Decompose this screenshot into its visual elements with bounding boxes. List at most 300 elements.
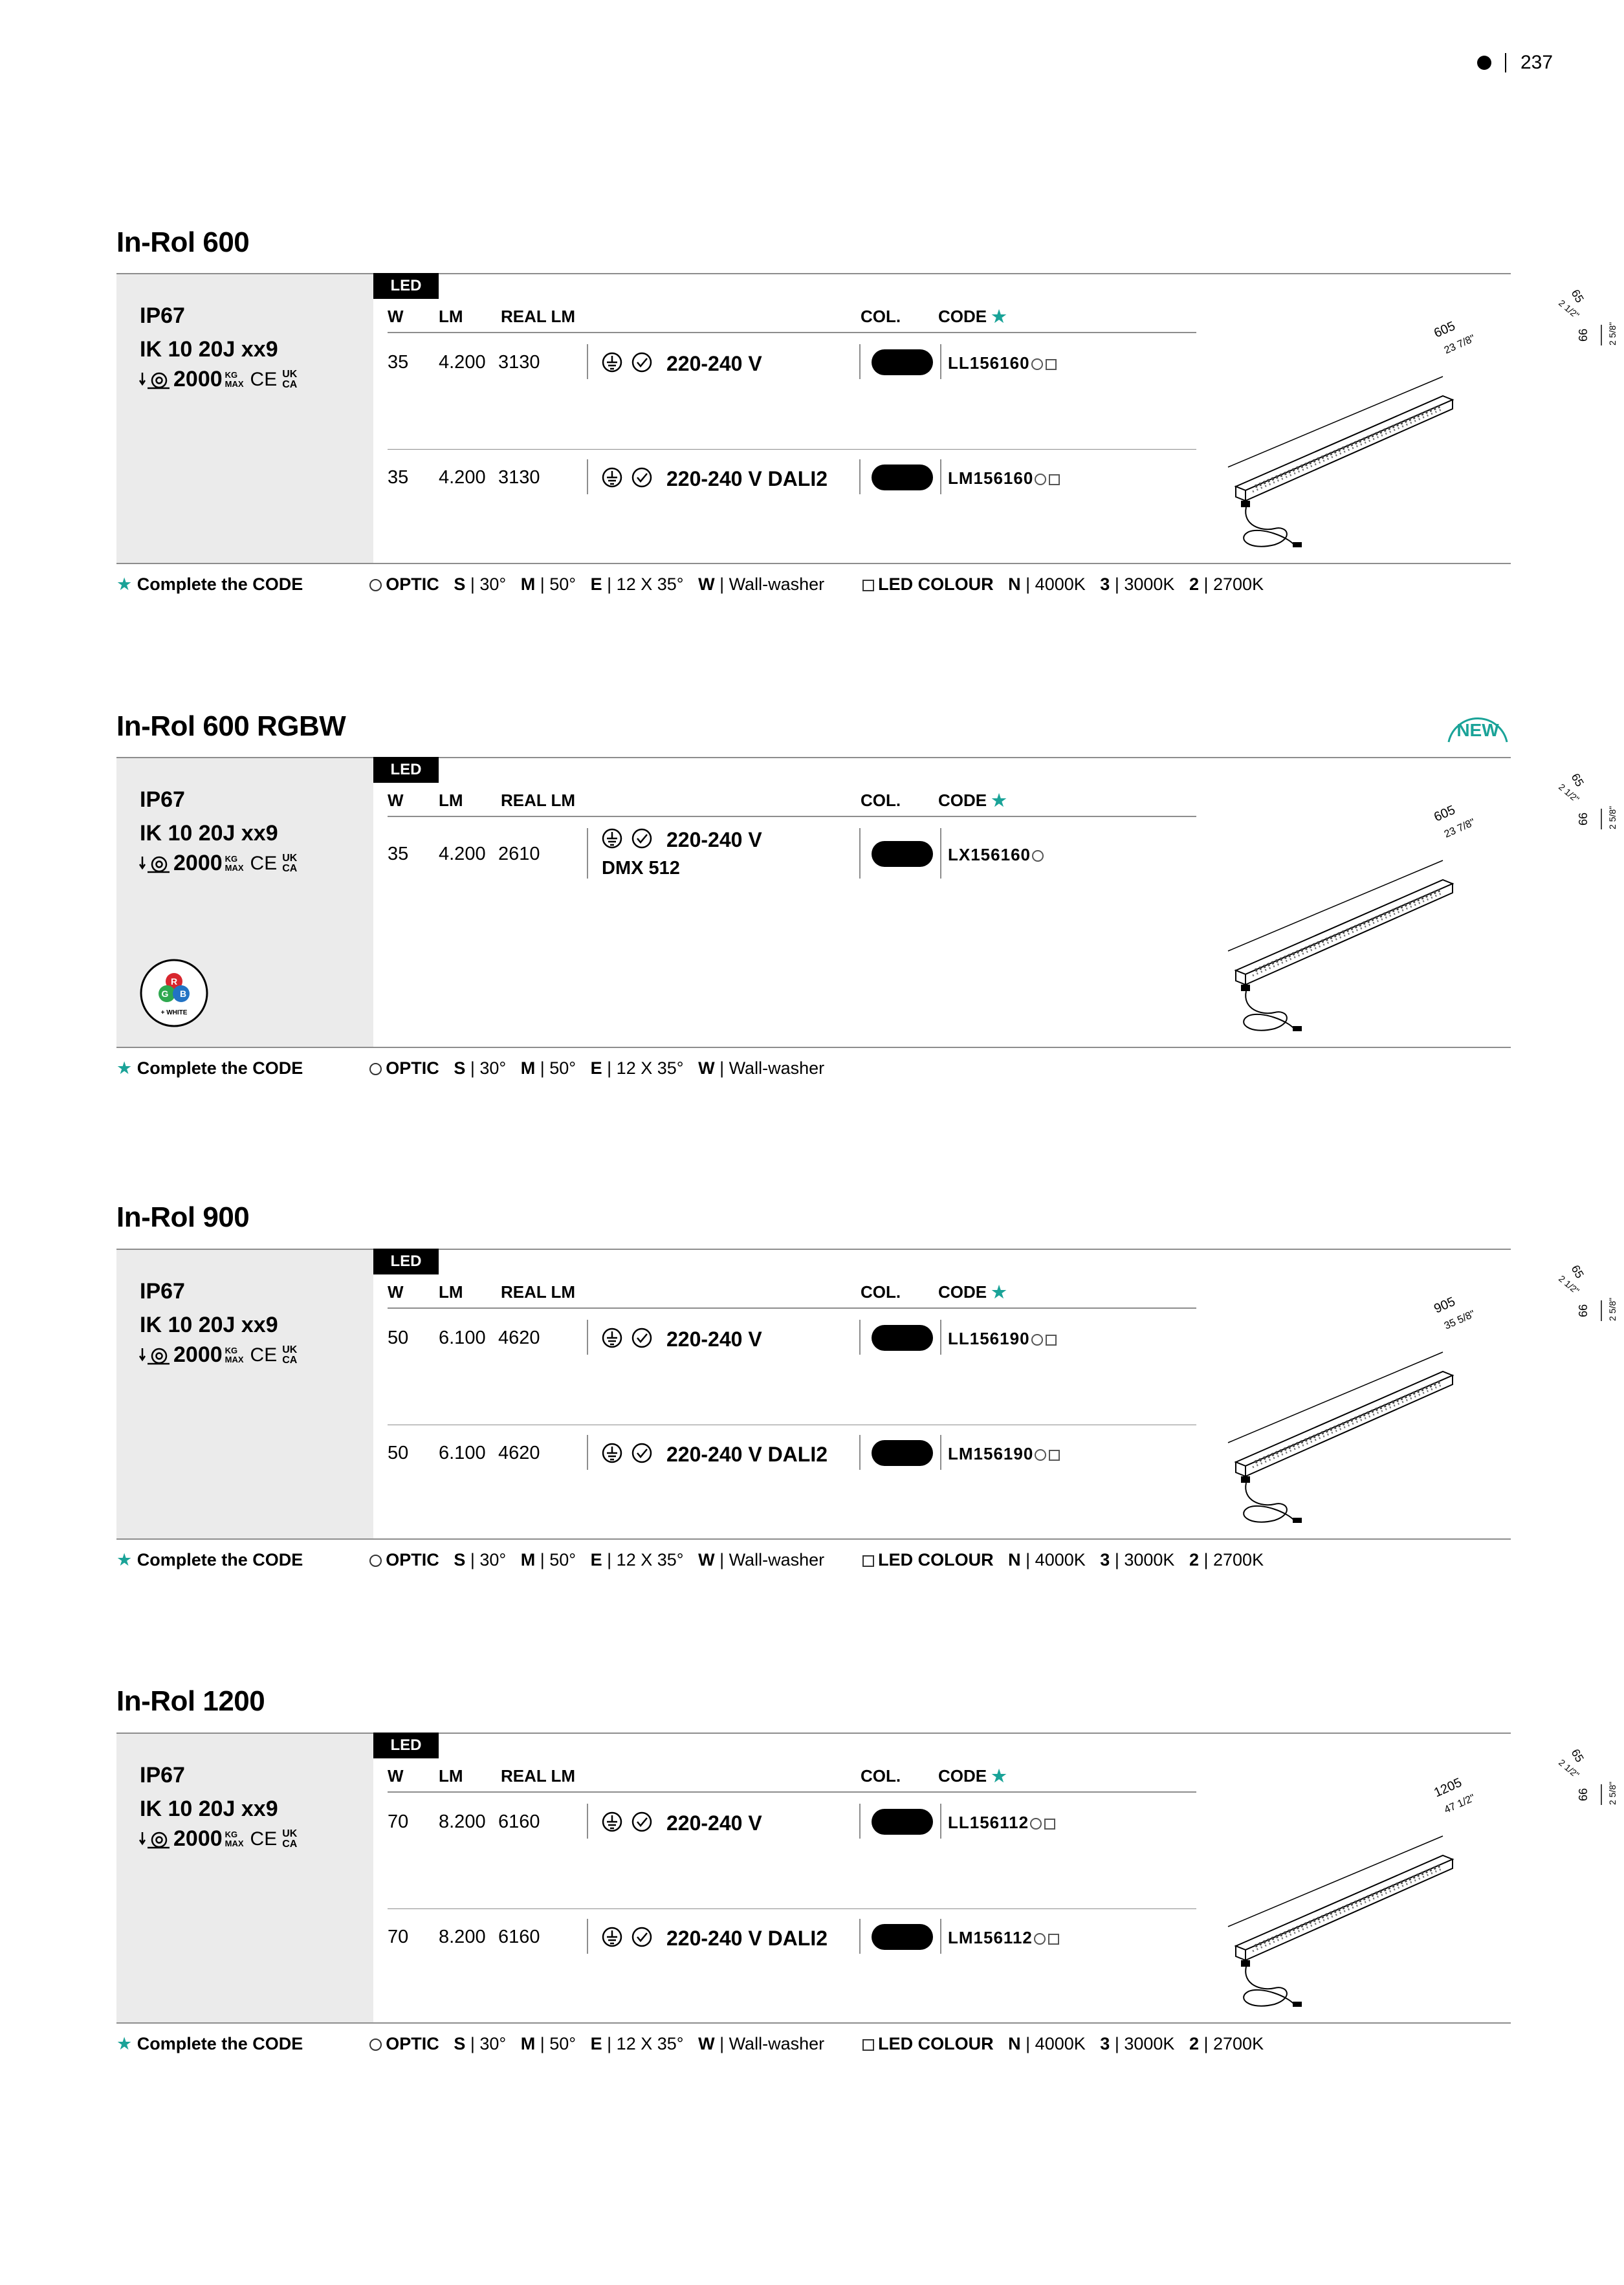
ukca-top: UK [282,852,298,864]
weight-unit [225,1346,244,1364]
optic-label: OPTIC [386,1058,439,1078]
row-real-lm: 4620 [498,1443,540,1463]
lc-n: N [1008,574,1021,594]
col-w: W [388,791,404,810]
header-rule [388,1307,1196,1309]
voltage: 220-240 V [666,352,762,375]
weight-unit-kg: KG [225,1345,238,1355]
bottom-rule [116,1538,1511,1540]
product-section-in-rol-1200 [116,1733,1618,2065]
rgbw-icon [138,957,210,1029]
row-real-lm: 3130 [498,352,540,373]
optic-m: M [520,1550,536,1569]
colour-swatch-black [872,841,933,867]
earth-check-icon [602,1441,655,1465]
product-drawing [1223,771,1624,1042]
lc-2-value: | 2700K [1203,2034,1264,2053]
dim-width: 65 [1568,1747,1586,1765]
led-tag: LED [373,1733,439,1758]
earth-check-icon [602,1925,655,1949]
weight-unit-kg: KG [225,369,238,380]
rgb-r: R [170,976,178,987]
row-rule [388,1908,1196,1909]
dim-height: 66 [1577,328,1590,342]
col-lm: LM [439,1282,463,1302]
optic-w-value: | Wall-washer [719,574,825,594]
colour-slot-icon [1046,359,1057,370]
dim-length-inch: 47 1/2" [1442,1792,1477,1816]
dim-length-inch: 23 7/8" [1442,333,1477,356]
col-lm: LM [439,307,463,326]
col-w: W [388,1766,404,1786]
dim-width: 65 [1568,1263,1586,1281]
certifications [140,1342,297,1372]
dim-length: 605 [1432,318,1458,341]
spec-panel [116,1734,373,2022]
max-weight: 2000 [173,367,223,391]
star-icon: ★ [991,307,1007,326]
weight-unit-max: MAX [225,1354,244,1364]
voltage: 220-240 V [666,1328,762,1351]
ukca-top: UK [282,1828,298,1839]
weight-unit [225,855,244,873]
ukca-mark [282,369,297,390]
dim-height-inch: 2 5/8" [1607,1297,1618,1321]
dim-width-inch: 2 1/2" [1557,298,1582,321]
star-icon: ★ [991,791,1007,810]
separator [859,828,861,879]
star-icon: ★ [991,1282,1007,1302]
page-number: 237 [1520,52,1553,73]
code-value: LL156160 [948,353,1030,373]
row-lm: 6.100 [439,1443,486,1463]
row-w: 35 [388,352,409,373]
ip-rating: IP67 [140,1279,185,1304]
col-col: COL. [861,1282,901,1302]
optic-e-value: | 12 X 35° [607,574,684,594]
page-number-separator [1505,53,1506,72]
ce-mark: CE [250,368,278,390]
spec-panel [116,1250,373,1538]
page-marker-dot [1477,56,1491,70]
max-weight: 2000 [173,1342,223,1367]
optic-s: S [454,1058,466,1078]
col-code-label: CODE [938,307,987,326]
ukca-top: UK [282,1344,298,1355]
optic-slot-icon [1030,1818,1042,1830]
row-w: 35 [388,467,409,488]
optic-s: S [454,1550,466,1569]
optic-slot-icon [1031,1334,1043,1346]
code-legend [116,1058,824,1078]
dim-length-inch: 23 7/8" [1442,816,1477,840]
earth-check-icon [602,466,655,489]
row-w: 70 [388,1811,409,1832]
product-code [948,1928,1059,1948]
rgb-b: B [179,989,187,999]
colour-swatch-black [872,1440,933,1466]
separator [859,1804,861,1839]
star-icon: ★ [116,1550,133,1569]
impact-icon [140,1346,171,1365]
separator [859,344,861,379]
separator [940,344,941,379]
weight-unit-kg: KG [225,1829,238,1839]
col-code [938,1282,1007,1302]
dim-height-inch: 2 5/8" [1607,805,1618,829]
code-value: LM156112 [948,1928,1033,1947]
earth-check-icon [602,351,655,374]
row-rule [388,449,1196,450]
voltage: 220-240 V DALI2 [666,1927,828,1950]
separator [587,1320,588,1355]
lc-3: 3 [1100,1550,1110,1569]
optic-e: E [590,1550,602,1569]
dim-height-inch: 2 5/8" [1607,322,1618,345]
product-code [948,845,1044,865]
new-badge-label: NEW [1456,720,1499,740]
optic-label: OPTIC [386,574,439,594]
product-section-in-rol-600-rgbw [116,757,1618,1089]
separator [940,1320,941,1355]
optic-slot-icon [1032,850,1044,862]
optic-s-value: | 30° [470,1058,507,1078]
dim-length: 1205 [1432,1775,1464,1800]
optic-w: W [698,574,715,594]
product-drawing [1223,1263,1624,1533]
separator [940,828,941,879]
optic-circle-icon [369,2039,382,2051]
optic-slot-icon [1035,1449,1046,1461]
ik-rating: IK 10 20J xx9 [140,1797,278,1821]
ukca-mark [282,853,297,874]
dim-width-inch: 2 1/2" [1557,1757,1582,1780]
ukca-bottom: CA [282,378,298,390]
col-w: W [388,1282,404,1302]
lc-3: 3 [1100,2034,1110,2053]
col-code [938,307,1007,327]
earth-check-icon [602,827,655,850]
star-icon: ★ [116,1058,133,1078]
product-code [948,468,1060,488]
optic-label: OPTIC [386,2034,439,2053]
col-real-lm: REAL LM [501,1282,576,1302]
row-lm: 4.200 [439,352,486,373]
section-title: In-Rol 600 RGBW [116,710,346,742]
optic-e-value: | 12 X 35° [607,2034,684,2053]
lc-n-value: | 4000K [1026,574,1086,594]
optic-e: E [590,574,602,594]
optic-e: E [590,1058,602,1078]
bottom-rule [116,563,1511,564]
led-colour-label: LED COLOUR [878,2034,994,2053]
ce-mark: CE [250,852,278,874]
weight-unit-max: MAX [225,862,244,873]
optic-slot-icon [1035,474,1046,485]
ukca-bottom: CA [282,1838,298,1850]
separator [940,1435,941,1470]
optic-s-value: | 30° [470,2034,507,2053]
dim-length: 905 [1432,1294,1458,1317]
header-rule [388,332,1196,333]
optic-e: E [590,2034,602,2053]
code-value: LM156160 [948,468,1034,488]
lc-3: 3 [1100,574,1110,594]
header-rule [388,1791,1196,1793]
weight-unit [225,1830,244,1848]
ik-rating: IK 10 20J xx9 [140,1313,278,1337]
ip-rating: IP67 [140,787,185,812]
separator [587,1804,588,1839]
optic-m-value: | 50° [540,1550,576,1569]
col-real-lm: REAL LM [501,791,576,810]
separator [587,828,588,879]
dim-width-inch: 2 1/2" [1557,782,1582,805]
optic-m-value: | 50° [540,574,576,594]
optic-m: M [520,2034,536,2053]
voltage-protocol: DMX 512 [602,858,680,879]
separator [587,344,588,379]
optic-w-value: | Wall-washer [719,1058,825,1078]
row-w: 35 [388,844,409,864]
rgb-white: + WHITE [160,1009,188,1016]
separator [587,1435,588,1470]
colour-swatch-black [872,1924,933,1950]
dim-height: 66 [1577,812,1590,825]
certifications [140,367,297,397]
optic-w-value: | Wall-washer [719,1550,825,1569]
separator [587,459,588,494]
ce-mark: CE [250,1344,278,1366]
dim-length-inch: 35 5/8" [1442,1308,1477,1332]
led-tag: LED [373,757,439,783]
optic-m: M [520,1058,536,1078]
separator [587,1919,588,1954]
led-colour-label: LED COLOUR [878,574,994,594]
product-code [948,353,1057,373]
optic-s: S [454,574,466,594]
star-icon: ★ [116,2034,133,2053]
weight-unit [225,371,244,389]
weight-unit-max: MAX [225,1838,244,1848]
optic-m-value: | 50° [540,2034,576,2053]
product-section-in-rol-900 [116,1249,1618,1581]
colour-swatch-black [872,349,933,375]
code-legend [116,574,1264,595]
row-real-lm: 6160 [498,1811,540,1832]
earth-check-icon [602,1810,655,1833]
row-real-lm: 2610 [498,844,540,864]
lc-2: 2 [1189,1550,1199,1569]
optic-w: W [698,1550,715,1569]
voltage: 220-240 V DALI2 [666,467,828,490]
col-real-lm: REAL LM [501,307,576,326]
optic-circle-icon [369,579,382,591]
lc-n-value: | 4000K [1026,1550,1086,1569]
dim-width-inch: 2 1/2" [1557,1273,1582,1296]
optic-w-value: | Wall-washer [719,2034,825,2053]
separator [859,1320,861,1355]
code-legend [116,2034,1264,2054]
lc-3-value: | 3000K [1114,2034,1175,2053]
star-icon: ★ [116,574,133,594]
header-rule [388,816,1196,817]
optic-e-value: | 12 X 35° [607,1550,684,1569]
ukca-mark [282,1829,297,1850]
row-lm: 8.200 [439,1927,486,1947]
code-legend [116,1550,1264,1570]
product-code [948,1444,1060,1464]
col-code [938,1766,1007,1786]
product-drawing [1223,1747,1624,2017]
col-w: W [388,307,404,326]
dim-height-inch: 2 5/8" [1607,1781,1618,1805]
spec-panel [116,758,373,1047]
row-w: 50 [388,1328,409,1348]
optic-circle-icon [369,1555,382,1567]
ip-rating: IP67 [140,1763,185,1788]
row-real-lm: 3130 [498,467,540,488]
colour-slot-icon [1049,474,1060,485]
row-lm: 8.200 [439,1811,486,1832]
ukca-mark [282,1345,297,1366]
complete-code-label: Complete the CODE [137,1550,303,1569]
colour-slot-icon [1046,1335,1057,1346]
voltage: 220-240 V DALI2 [666,1443,828,1466]
col-lm: LM [439,791,463,810]
optic-w: W [698,2034,715,2053]
bottom-rule [116,2022,1511,2024]
lc-3-value: | 3000K [1114,1550,1175,1569]
optic-m: M [520,574,536,594]
star-icon: ★ [991,1766,1007,1786]
optic-slot-icon [1034,1933,1046,1945]
colour-square-icon [862,1555,874,1567]
optic-s-value: | 30° [470,574,507,594]
lc-2: 2 [1189,2034,1199,2053]
certifications [140,851,297,880]
lc-2: 2 [1189,574,1199,594]
lc-n-value: | 4000K [1026,2034,1086,2053]
col-col: COL. [861,1766,901,1786]
optic-circle-icon [369,1063,382,1075]
optic-s-value: | 30° [470,1550,507,1569]
lc-2-value: | 2700K [1203,1550,1264,1569]
col-code [938,791,1007,811]
impact-icon [140,854,171,873]
separator [859,1435,861,1470]
code-value: LM156190 [948,1444,1034,1463]
ik-rating: IK 10 20J xx9 [140,337,278,362]
product-code [948,1329,1057,1349]
ukca-bottom: CA [282,1354,298,1366]
led-tag: LED [373,1249,439,1274]
new-badge [1445,708,1511,745]
row-lm: 6.100 [439,1328,486,1348]
ukca-top: UK [282,368,298,380]
colour-slot-icon [1049,1450,1060,1461]
section-title: In-Rol 900 [116,1201,250,1233]
dim-height: 66 [1577,1788,1590,1801]
separator [859,1919,861,1954]
col-code-label: CODE [938,1766,987,1786]
section-title: In-Rol 1200 [116,1685,265,1717]
col-code-label: CODE [938,791,987,810]
col-col: COL. [861,791,901,810]
impact-icon [140,1830,171,1849]
row-lm: 4.200 [439,844,486,864]
ce-mark: CE [250,1828,278,1850]
voltage: 220-240 V [666,828,762,851]
colour-square-icon [862,580,874,591]
rgb-g: G [161,989,169,999]
separator [940,1919,941,1954]
dim-width: 65 [1568,287,1586,305]
product-drawing [1223,287,1624,558]
product-section-in-rol-600 [116,273,1618,606]
product-code [948,1813,1055,1833]
lc-3-value: | 3000K [1114,574,1175,594]
col-code-label: CODE [938,1282,987,1302]
certifications [140,1826,297,1856]
spec-panel [116,274,373,563]
weight-unit-kg: KG [225,853,238,864]
row-w: 50 [388,1443,409,1463]
optic-label: OPTIC [386,1550,439,1569]
lc-n: N [1008,2034,1021,2053]
colour-slot-icon [1044,1819,1055,1830]
colour-square-icon [862,2039,874,2051]
complete-code-label: Complete the CODE [137,1058,303,1078]
code-value: LL156190 [948,1329,1030,1348]
dim-height: 66 [1577,1304,1590,1317]
impact-icon [140,370,171,389]
code-value: LL156112 [948,1813,1029,1832]
ukca-bottom: CA [282,862,298,874]
ik-rating: IK 10 20J xx9 [140,821,278,846]
row-real-lm: 4620 [498,1328,540,1348]
separator [940,459,941,494]
dim-length: 605 [1432,802,1458,825]
dim-width: 65 [1568,771,1586,789]
ip-rating: IP67 [140,303,185,328]
earth-check-icon [602,1326,655,1350]
complete-code-label: Complete the CODE [137,2034,303,2053]
row-w: 70 [388,1927,409,1947]
optic-e-value: | 12 X 35° [607,1058,684,1078]
optic-w: W [698,1058,715,1078]
led-colour-label: LED COLOUR [878,1550,994,1569]
colour-swatch-black [872,465,933,490]
colour-swatch-black [872,1809,933,1835]
section-title: In-Rol 600 [116,226,250,258]
bottom-rule [116,1047,1511,1048]
lc-n: N [1008,1550,1021,1569]
separator [859,459,861,494]
code-value: LX156160 [948,845,1031,864]
col-col: COL. [861,307,901,326]
colour-swatch-black [872,1325,933,1351]
voltage: 220-240 V [666,1811,762,1835]
separator [940,1804,941,1839]
optic-s: S [454,2034,466,2053]
optic-slot-icon [1031,358,1043,370]
lc-2-value: | 2700K [1203,574,1264,594]
col-lm: LM [439,1766,463,1786]
row-real-lm: 6160 [498,1927,540,1947]
max-weight: 2000 [173,851,223,875]
led-tag: LED [373,273,439,299]
